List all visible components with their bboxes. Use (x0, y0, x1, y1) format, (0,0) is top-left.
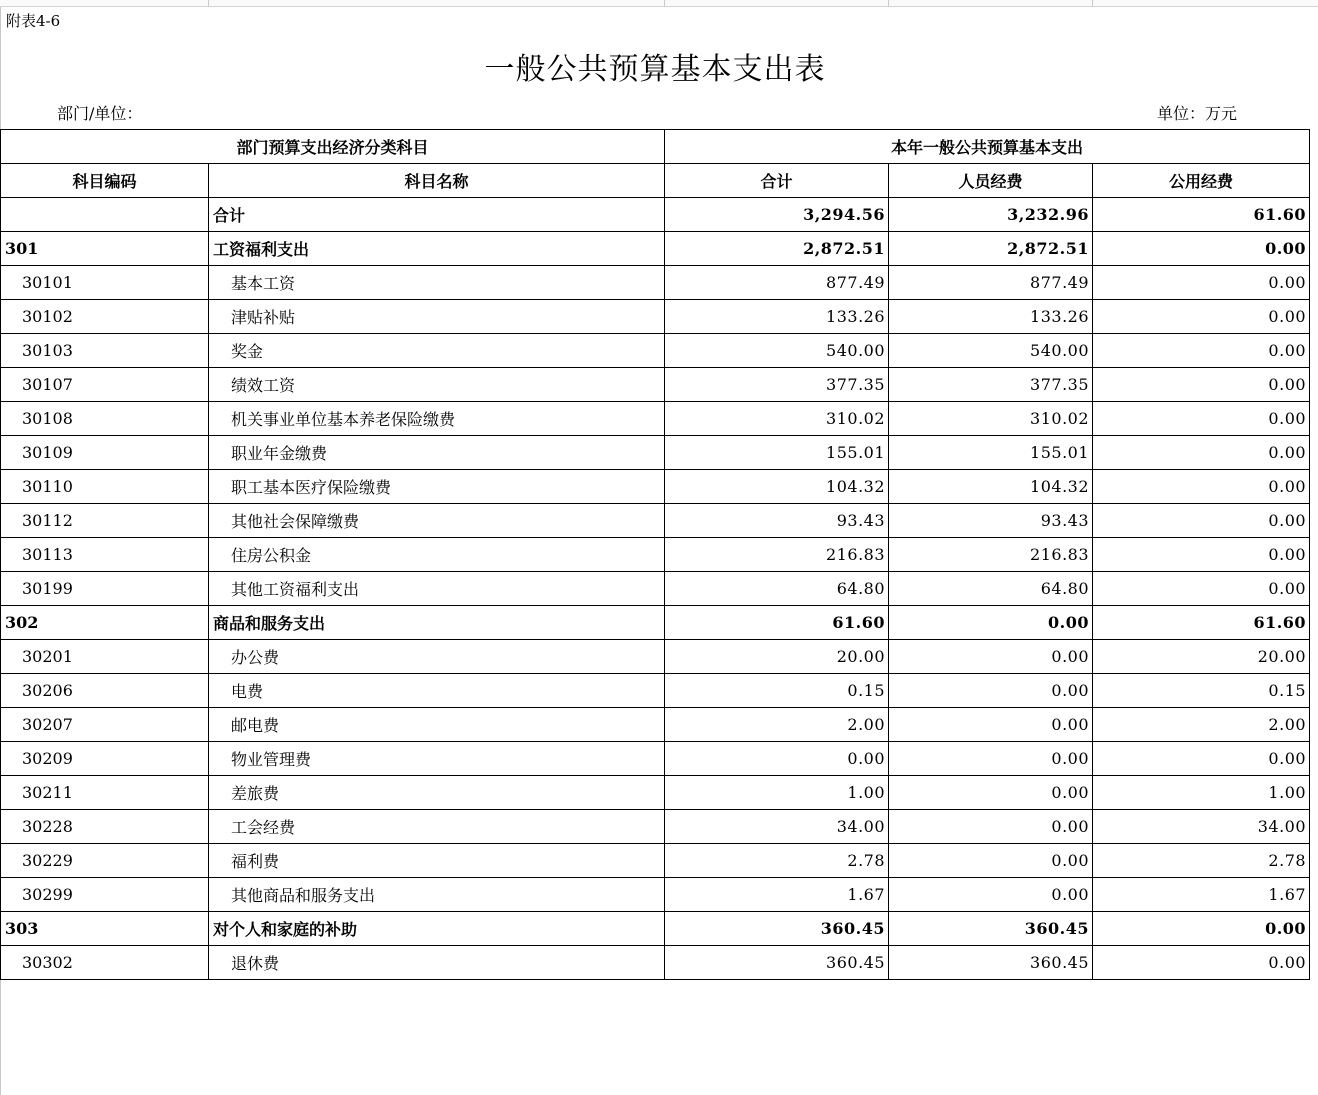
column-separator (1092, 0, 1093, 6)
personnel-expense-cell: 0.00 (889, 844, 1093, 878)
table-row (1, 776, 1310, 810)
total-cell: 310.02 (665, 402, 889, 436)
total-cell: 133.26 (665, 300, 889, 334)
table-row (1, 912, 1310, 946)
table-row (1, 436, 1310, 470)
subject-name-cell: 合计 (209, 198, 665, 232)
personnel-expense-cell: 0.00 (889, 878, 1093, 912)
subject-name-cell: 工会经费 (209, 810, 665, 844)
subject-name-cell: 福利费 (209, 844, 665, 878)
subject-code-cell: 30209 (1, 742, 209, 776)
total-cell: 2.78 (665, 844, 889, 878)
public-expense-cell: 61.60 (1093, 198, 1310, 232)
personnel-expense-cell: 0.00 (889, 742, 1093, 776)
public-expense-cell: 0.00 (1093, 300, 1310, 334)
personnel-expense-cell: 0.00 (889, 810, 1093, 844)
subject-name-cell: 职工基本医疗保险缴费 (209, 470, 665, 504)
total-cell: 360.45 (665, 912, 889, 946)
column-separator (208, 0, 209, 6)
table-row (1, 504, 1310, 538)
subject-code-cell: 30302 (1, 946, 209, 980)
total-cell: 34.00 (665, 810, 889, 844)
subject-name-cell: 奖金 (209, 334, 665, 368)
table-row (1, 640, 1310, 674)
subject-name-cell: 绩效工资 (209, 368, 665, 402)
subject-name-cell: 其他社会保障缴费 (209, 504, 665, 538)
header-personnel-expense: 人员经费 (889, 164, 1093, 198)
total-cell: 1.67 (665, 878, 889, 912)
subject-name-cell: 工资福利支出 (209, 232, 665, 266)
column-separator (664, 0, 665, 6)
personnel-expense-cell: 216.83 (889, 538, 1093, 572)
public-expense-cell: 0.00 (1093, 742, 1310, 776)
public-expense-cell: 0.00 (1093, 504, 1310, 538)
public-expense-cell: 0.00 (1093, 538, 1310, 572)
total-cell: 2,872.51 (665, 232, 889, 266)
table-row (1, 742, 1310, 776)
header-subject-name: 科目名称 (209, 164, 665, 198)
total-cell: 540.00 (665, 334, 889, 368)
subject-code-cell: 301 (1, 232, 209, 266)
table-row (1, 878, 1310, 912)
subject-name-cell: 住房公积金 (209, 538, 665, 572)
unit-label: 单位：万元 (1157, 104, 1238, 123)
personnel-expense-cell: 0.00 (889, 776, 1093, 810)
subject-code-cell (1, 198, 209, 232)
personnel-expense-cell: 133.26 (889, 300, 1093, 334)
personnel-expense-cell: 377.35 (889, 368, 1093, 402)
table-row (1, 946, 1310, 980)
personnel-expense-cell: 3,232.96 (889, 198, 1093, 232)
public-expense-cell: 0.15 (1093, 674, 1310, 708)
table-row (1, 708, 1310, 742)
subject-name-cell: 商品和服务支出 (209, 606, 665, 640)
personnel-expense-cell: 104.32 (889, 470, 1093, 504)
total-cell: 0.15 (665, 674, 889, 708)
subject-code-cell: 30107 (1, 368, 209, 402)
subject-name-cell: 基本工资 (209, 266, 665, 300)
table-row (1, 198, 1310, 232)
subject-name-cell: 机关事业单位基本养老保险缴费 (209, 402, 665, 436)
table-row (1, 232, 1310, 266)
table-row (1, 810, 1310, 844)
personnel-expense-cell: 93.43 (889, 504, 1093, 538)
table-row (1, 368, 1310, 402)
annex-label: 附表4-6 (6, 12, 61, 30)
subject-name-cell: 电费 (209, 674, 665, 708)
subject-code-cell: 30102 (1, 300, 209, 334)
total-cell: 3,294.56 (665, 198, 889, 232)
subject-code-cell: 30199 (1, 572, 209, 606)
header-column-row (1, 164, 1310, 198)
personnel-expense-cell: 0.00 (889, 674, 1093, 708)
personnel-expense-cell: 310.02 (889, 402, 1093, 436)
header-basic-expenditure: 本年一般公共预算基本支出 (665, 130, 1310, 164)
subject-name-cell: 津贴补贴 (209, 300, 665, 334)
public-expense-cell: 0.00 (1093, 232, 1310, 266)
public-expense-cell: 34.00 (1093, 810, 1310, 844)
column-separator (888, 0, 889, 6)
subject-code-cell: 30206 (1, 674, 209, 708)
subject-code-cell: 30211 (1, 776, 209, 810)
total-cell: 877.49 (665, 266, 889, 300)
subject-name-cell: 其他工资福利支出 (209, 572, 665, 606)
subject-code-cell: 303 (1, 912, 209, 946)
subject-code-cell: 30207 (1, 708, 209, 742)
public-expense-cell: 0.00 (1093, 334, 1310, 368)
subject-code-cell: 30229 (1, 844, 209, 878)
header-public-expense: 公用经费 (1093, 164, 1310, 198)
subject-code-cell: 30113 (1, 538, 209, 572)
column-header-strip (0, 0, 1318, 7)
personnel-expense-cell: 540.00 (889, 334, 1093, 368)
subject-name-cell: 物业管理费 (209, 742, 665, 776)
public-expense-cell: 2.78 (1093, 844, 1310, 878)
public-expense-cell: 0.00 (1093, 470, 1310, 504)
total-cell: 216.83 (665, 538, 889, 572)
total-cell: 377.35 (665, 368, 889, 402)
subject-name-cell: 其他商品和服务支出 (209, 878, 665, 912)
table-row (1, 334, 1310, 368)
subject-code-cell: 30112 (1, 504, 209, 538)
subject-name-cell: 差旅费 (209, 776, 665, 810)
subject-name-cell: 办公费 (209, 640, 665, 674)
total-cell: 155.01 (665, 436, 889, 470)
budget-table (0, 129, 1310, 980)
personnel-expense-cell: 64.80 (889, 572, 1093, 606)
public-expense-cell: 1.00 (1093, 776, 1310, 810)
total-cell: 64.80 (665, 572, 889, 606)
header-subject-code: 科目编码 (1, 164, 209, 198)
table-row (1, 606, 1310, 640)
personnel-expense-cell: 877.49 (889, 266, 1093, 300)
total-cell: 1.00 (665, 776, 889, 810)
public-expense-cell: 0.00 (1093, 402, 1310, 436)
department-label: 部门/单位： (57, 104, 143, 123)
table-row (1, 402, 1310, 436)
subject-name-cell: 对个人和家庭的补助 (209, 912, 665, 946)
personnel-expense-cell: 0.00 (889, 708, 1093, 742)
total-cell: 93.43 (665, 504, 889, 538)
header-group-row (1, 130, 1310, 164)
subject-code-cell: 30299 (1, 878, 209, 912)
table-row (1, 844, 1310, 878)
public-expense-cell: 2.00 (1093, 708, 1310, 742)
total-cell: 360.45 (665, 946, 889, 980)
public-expense-cell: 0.00 (1093, 572, 1310, 606)
subject-name-cell: 邮电费 (209, 708, 665, 742)
header-total: 合计 (665, 164, 889, 198)
table-row (1, 674, 1310, 708)
subject-code-cell: 30228 (1, 810, 209, 844)
personnel-expense-cell: 0.00 (889, 640, 1093, 674)
public-expense-cell: 1.67 (1093, 878, 1310, 912)
table-row (1, 572, 1310, 606)
subject-code-cell: 30110 (1, 470, 209, 504)
personnel-expense-cell: 155.01 (889, 436, 1093, 470)
header-economic-classification: 部门预算支出经济分类科目 (1, 130, 665, 164)
page-title: 一般公共预算基本支出表 (484, 52, 826, 87)
public-expense-cell: 61.60 (1093, 606, 1310, 640)
subject-code-cell: 30103 (1, 334, 209, 368)
table-row (1, 266, 1310, 300)
table-row (1, 470, 1310, 504)
total-cell: 104.32 (665, 470, 889, 504)
subject-code-cell: 30101 (1, 266, 209, 300)
subject-code-cell: 30109 (1, 436, 209, 470)
table-row (1, 300, 1310, 334)
public-expense-cell: 0.00 (1093, 946, 1310, 980)
total-cell: 61.60 (665, 606, 889, 640)
public-expense-cell: 0.00 (1093, 912, 1310, 946)
public-expense-cell: 0.00 (1093, 266, 1310, 300)
personnel-expense-cell: 360.45 (889, 912, 1093, 946)
personnel-expense-cell: 0.00 (889, 606, 1093, 640)
subject-code-cell: 30201 (1, 640, 209, 674)
total-cell: 2.00 (665, 708, 889, 742)
public-expense-cell: 0.00 (1093, 368, 1310, 402)
table-row (1, 538, 1310, 572)
personnel-expense-cell: 360.45 (889, 946, 1093, 980)
public-expense-cell: 0.00 (1093, 436, 1310, 470)
public-expense-cell: 20.00 (1093, 640, 1310, 674)
subject-code-cell: 302 (1, 606, 209, 640)
subject-name-cell: 退休费 (209, 946, 665, 980)
subject-code-cell: 30108 (1, 402, 209, 436)
subject-name-cell: 职业年金缴费 (209, 436, 665, 470)
personnel-expense-cell: 2,872.51 (889, 232, 1093, 266)
total-cell: 20.00 (665, 640, 889, 674)
total-cell: 0.00 (665, 742, 889, 776)
